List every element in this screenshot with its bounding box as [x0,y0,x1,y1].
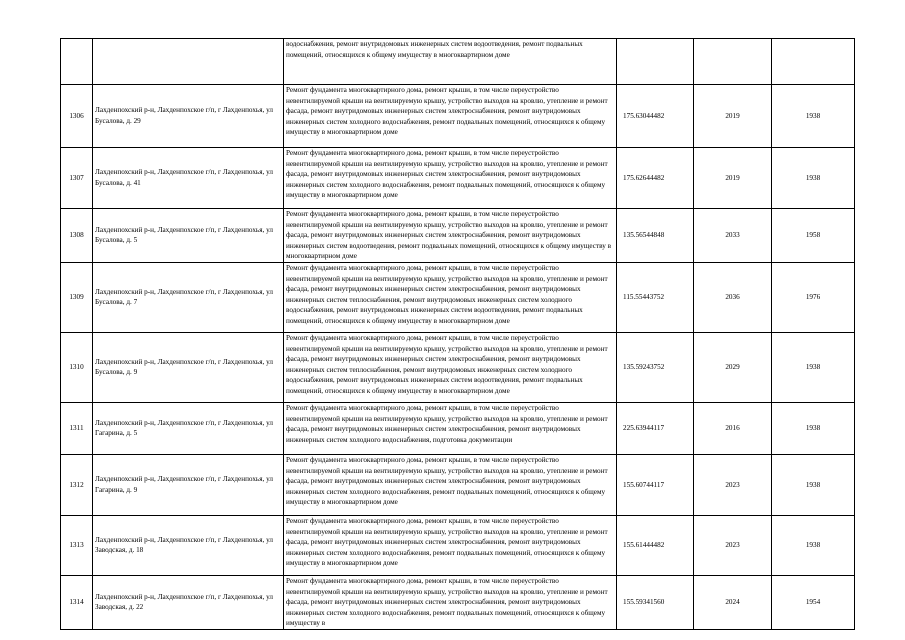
table-row [61,575,855,629]
cost-cell: 115.55443752 [617,262,694,332]
row-number: 1314 [61,575,93,629]
address-cell: Лахденпохский р-н, Лахденпохское г/п, г Лахденпохья, ул Бусалова, д. 5 [93,209,284,263]
table-row [61,85,855,148]
table-row [61,262,855,332]
build-year-cell: 1938 [772,515,855,575]
works-cell: Ремонт фундамента многоквартирного дома, ремонт крыши, в том числе переустройство невентилируемой крыши на вентилируемую крышу, устройство выходов на кровлю, утепление и ремонт фасада, ремонт внутридомовых инженерных систем электроснабжения, ремонт внутридомовых инженерных систем холодного водоснабжения, ремонт подвальных помещений, относящихся к общему имуществу в многоквартирном доме [284,515,617,575]
row-number: 1308 [61,209,93,263]
table-row [61,515,855,575]
build-year-cell: 1938 [772,454,855,515]
works-cell: водоснабжения, ремонт внутридомовых инженерных систем водоотведения, ремонт подвальных помещений, относящихся к общему имуществу в многоквартирном доме [284,39,617,85]
row-number: 1312 [61,454,93,515]
works-cell: Ремонт фундамента многоквартирного дома, ремонт крыши, в том числе переустройство невентилируемой крыши на вентилируемую крышу, устройство выходов на кровлю, утепление и ремонт фасада, ремонт внутридомовых инженерных систем электроснабжения, ремонт внутридомовых инженерных систем холодного водоснабжения, ремонт подвальных помещений, относящихся к общему имуществу в многоквартирном доме [284,454,617,515]
works-cell: Ремонт фундамента многоквартирного дома, ремонт крыши, в том числе переустройство невентилируемой крыши на вентилируемую крышу, устройство выходов на кровлю, утепление и ремонт фасада, ремонт внутридомовых инженерных систем электроснабжения, ремонт внутридомовых инженерных систем холодного водоснабжения, ремонт подвальных помещений, относящихся к общему имуществу в многоквартирном доме [284,85,617,148]
table-row [61,209,855,263]
works-cell: Ремонт фундамента многоквартирного дома, ремонт крыши, в том числе переустройство невентилируемой крыши на вентилируемую крышу, устройство выходов на кровлю, утепление и ремонт фасада, ремонт внутридомовых инженерных систем электроснабжения, ремонт внутридомовых инженерных систем теплоснабжения, ремонт внутридомовых инженерных систем холодного водоснабжения, ремонт внутридомовых инженерных систем водоотведения, ремонт подвальных помещений, относящихся к общему имуществу в многоквартирном доме [284,262,617,332]
cost-cell [617,39,694,85]
row-number: 1310 [61,332,93,402]
table-row [61,39,855,85]
works-cell: Ремонт фундамента многоквартирного дома, ремонт крыши, в том числе переустройство невентилируемой крыши на вентилируемую крышу, устройство выходов на кровлю, утепление и ремонт фасада, ремонт внутридомовых инженерных систем электроснабжения, ремонт внутридомовых инженерных систем холодного водоснабжения, ремонт подвальных помещений, относящихся к общему имуществу в [284,575,617,629]
row-number: 1311 [61,402,93,454]
works-cell: Ремонт фундамента многоквартирного дома, ремонт крыши, в том числе переустройство невентилируемой крыши на вентилируемую крышу, устройство выходов на кровлю, утепление и ремонт фасада, ремонт внутридомовых инженерных систем электроснабжения, ремонт внутридомовых инженерных систем теплоснабжения, ремонт внутридомовых инженерных систем холодного водоснабжения, ремонт внутридомовых инженерных систем водоотведения, ремонт подвальных помещений, относящихся к общему имуществу в многоквартирном доме [284,332,617,402]
row-number [61,39,93,85]
works-cell: Ремонт фундамента многоквартирного дома, ремонт крыши, в том числе переустройство невентилируемой крыши на вентилируемую крышу, устройство выходов на кровлю, утепление и ремонт фасада, ремонт внутридомовых инженерных систем электроснабжения, ремонт внутридомовых инженерных систем холодного водоснабжения, подготовка документации [284,402,617,454]
address-cell: Лахденпохский р-н, Лахденпохское г/п, г Лахденпохья, ул Бусалова, д. 7 [93,262,284,332]
build-year-cell: 1938 [772,402,855,454]
address-cell: Лахденпохский р-н, Лахденпохское г/п, г Лахденпохья, ул Бусалова, д. 41 [93,148,284,209]
plan-year-cell: 2024 [694,575,772,629]
plan-year-cell [694,39,772,85]
build-year-cell: 1938 [772,85,855,148]
build-year-cell: 1938 [772,148,855,209]
cost-cell: 135.59243752 [617,332,694,402]
table-row [61,148,855,209]
address-cell: Лахденпохский р-н, Лахденпохское г/п, г Лахденпохья, ул Гагарина, д. 9 [93,454,284,515]
plan-year-cell: 2033 [694,209,772,263]
row-number: 1309 [61,262,93,332]
cost-cell: 155.59341560 [617,575,694,629]
cost-cell: 155.61444482 [617,515,694,575]
cost-cell: 175.62644482 [617,148,694,209]
row-number: 1313 [61,515,93,575]
cost-cell: 135.56544848 [617,209,694,263]
build-year-cell: 1958 [772,209,855,263]
cost-cell: 175.63044482 [617,85,694,148]
plan-year-cell: 2016 [694,402,772,454]
works-cell: Ремонт фундамента многоквартирного дома, ремонт крыши, в том числе переустройство невентилируемой крыши на вентилируемую крышу, устройство выходов на кровлю, утепление и ремонт фасада, ремонт внутридомовых инженерных систем электроснабжения, ремонт внутридомовых инженерных систем холодного водоснабжения, ремонт подвальных помещений, относящихся к общему имуществу в многоквартирном доме [284,148,617,209]
cost-cell: 225.63944117 [617,402,694,454]
cost-cell: 155.60744117 [617,454,694,515]
capital-repair-table [60,38,855,630]
plan-year-cell: 2019 [694,148,772,209]
table-row [61,332,855,402]
build-year-cell: 1976 [772,262,855,332]
plan-year-cell: 2036 [694,262,772,332]
address-cell [93,39,284,85]
plan-year-cell: 2019 [694,85,772,148]
document-sheet [60,38,854,628]
build-year-cell: 1954 [772,575,855,629]
works-cell: Ремонт фундамента многоквартирного дома, ремонт крыши, в том числе переустройство невентилируемой крыши на вентилируемую крышу, устройство выходов на кровлю, утепление и ремонт фасада, ремонт внутридомовых инженерных систем электроснабжения, ремонт внутридомовых инженерных систем водоотведения, ремонт подвальных помещений, относящихся к общему имуществу в многоквартирном доме [284,209,617,263]
address-cell: Лахденпохский р-н, Лахденпохское г/п, г Лахденпохья, ул Бусалова, д. 9 [93,332,284,402]
address-cell: Лахденпохский р-н, Лахденпохское г/п, г Лахденпохья, ул Заводская, д. 18 [93,515,284,575]
plan-year-cell: 2023 [694,515,772,575]
address-cell: Лахденпохский р-н, Лахденпохское г/п, г Лахденпохья, ул Гагарина, д. 5 [93,402,284,454]
row-number: 1306 [61,85,93,148]
build-year-cell: 1938 [772,332,855,402]
build-year-cell [772,39,855,85]
address-cell: Лахденпохский р-н, Лахденпохское г/п, г Лахденпохья, ул Заводская, д. 22 [93,575,284,629]
table-row [61,402,855,454]
address-cell: Лахденпохский р-н, Лахденпохское г/п, г Лахденпохья, ул Бусалова, д. 29 [93,85,284,148]
row-number: 1307 [61,148,93,209]
table-row [61,454,855,515]
plan-year-cell: 2023 [694,454,772,515]
plan-year-cell: 2029 [694,332,772,402]
